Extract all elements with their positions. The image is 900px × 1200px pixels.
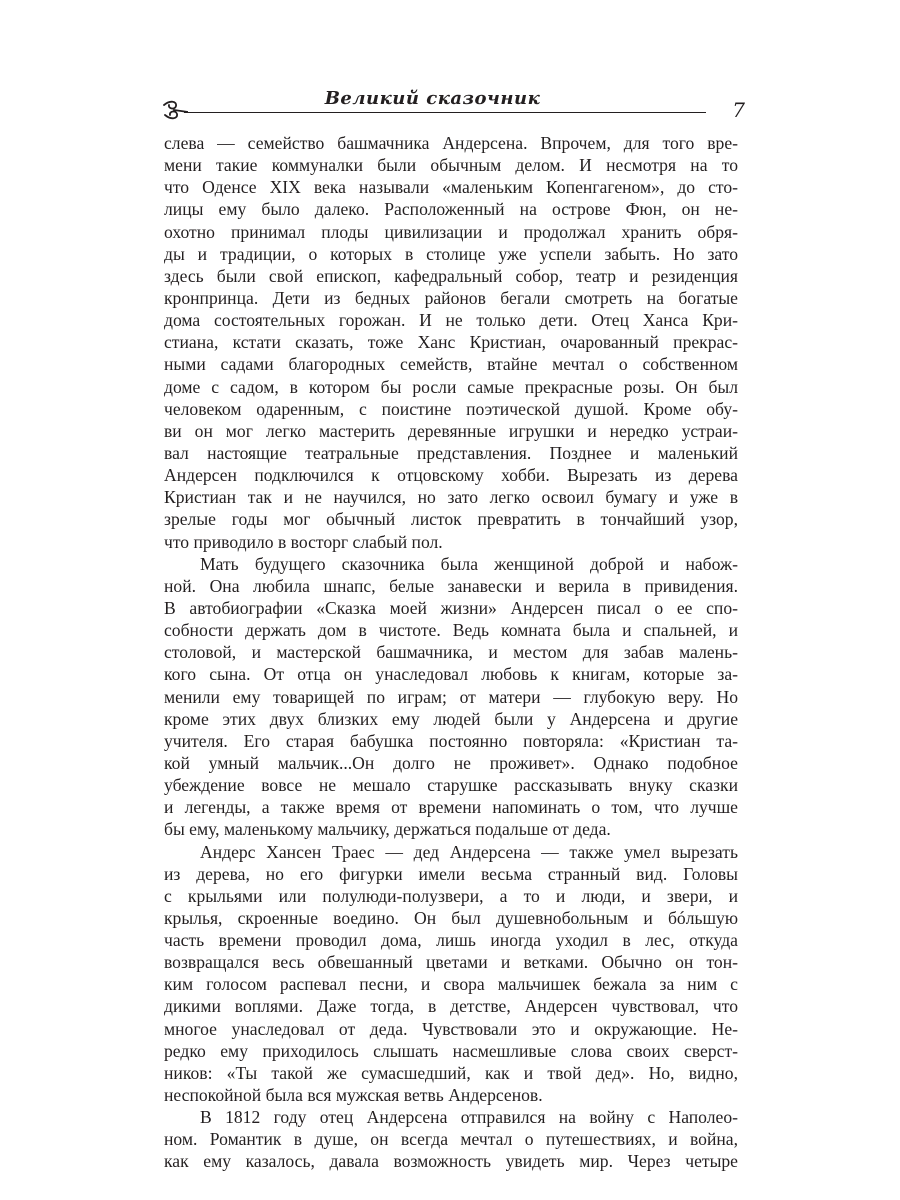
text-line: бы ему, маленькому мальчику, держаться подальше от деда. — [164, 819, 611, 840]
text-line: столовой, и мастерской башмачника, и местом для забав малень- — [164, 642, 738, 663]
text-line: ви он мог легко мастерить деревянные игрушки и нередко устраи- — [164, 420, 738, 441]
text-line: кроме этих двух близких ему людей были у Андерсена и другие — [164, 708, 738, 729]
text-line: стиана, кстати сказать, тоже Ханс Кристиан, очарованный прекрас- — [164, 332, 738, 353]
text-line: ной. Она любила шнапс, белые занавески и верила в привидения. — [164, 575, 738, 596]
text-line: менили ему товарищей по играм; от матери — глубокую веру. Но — [164, 686, 738, 707]
text-line: ды и традиции, о которых в столице уже успели забыть. Но зато — [164, 243, 738, 264]
text-line: дикими воплями. Даже тогда, в детстве, Андерсен чувствовал, что — [164, 996, 738, 1017]
page-number: 7 — [732, 98, 745, 122]
text-line: что Оденсе XIX века называли «маленьким Копенгагеном», до сто- — [164, 177, 738, 198]
text-line: ников: «Ты такой же сумасшедший, как и твой дед». Но, видно, — [164, 1062, 738, 1083]
text-line: редко ему приходилось слышать насмешливые слова своих сверст- — [164, 1040, 738, 1061]
text-line: как ему казалось, давала возможность увидеть мир. Через четыре — [164, 1151, 738, 1172]
header-rule — [184, 112, 706, 113]
text-line: крылья, скроенные воедино. Он был душевнобольным и бóльшую — [164, 907, 738, 928]
header-title: Великий сказочник — [324, 88, 541, 109]
text-line: и легенды, а также время от времени напоминать о том, что лучше — [164, 797, 738, 818]
text-line: с крыльями или полулюди-полузвери, а то и люди, и звери, и — [164, 885, 738, 906]
text-line: доме с садом, в котором бы росли самые прекрасные розы. Он был — [164, 376, 738, 397]
body-text — [164, 132, 738, 1173]
text-line: дома состоятельных горожан. И не только дети. Отец Ханса Кри- — [164, 310, 738, 331]
text-line: кого сына. От отца он унаследовал любовь к книгам, которые за- — [164, 664, 738, 685]
text-line: Андерсен подключился к отцовскому хобби. Вырезать из дерева — [164, 465, 738, 486]
running-header — [160, 86, 745, 126]
text-line: кой умный мальчик...Он долго не проживет». Однако подобное — [164, 752, 738, 773]
text-line: учителя. Его старая бабушка постоянно повторяла: «Кристиан та- — [164, 730, 738, 751]
text-line: слева — семейство башмачника Андерсена. Впрочем, для того вре- — [164, 133, 738, 153]
text-line: Мать будущего сказочника была женщиной доброй и набож- — [200, 553, 738, 574]
text-line: зрелые годы мог обычный листок превратить в тончайший узор, — [164, 509, 738, 530]
text-line: часть времени проводил дома, лишь иногда уходил в лес, откуда — [164, 930, 738, 951]
text-line: собности держать дом в чистоте. Ведь комната была и спальней, и — [164, 620, 738, 641]
text-line: вал настоящие театральные представления. Позднее и маленький — [164, 442, 738, 463]
text-line: ном. Романтик в душе, он всегда мечтал о путешествиях, и война, — [164, 1129, 738, 1150]
text-line: охотно принимал плоды цивилизации и продолжал хранить обря- — [164, 221, 738, 242]
text-line: неспокойной была вся мужская ветвь Андерсенов. — [164, 1085, 543, 1106]
text-line: ким голосом распевал песни, и свора мальчишек бежала за ним с — [164, 974, 738, 995]
text-line: возвращался весь обвешанный цветами и ветками. Обычно он тон- — [164, 952, 738, 973]
text-line: Кристиан так и не научился, но зато легко освоил бумагу и уже в — [164, 487, 738, 508]
text-line: кронпринца. Дети из бедных районов бегали смотреть на богатые — [164, 287, 738, 308]
text-line: Андерс Хансен Траес — дед Андерсена — также умел вырезать — [200, 841, 738, 862]
text-line: лицы ему было далеко. Расположенный на острове Фюн, он не- — [164, 199, 738, 220]
text-line: В 1812 году отец Андерсена отправился на войну с Наполео- — [200, 1107, 738, 1128]
text-line: здесь были свой епископ, кафедральный собор, театр и резиденция — [164, 265, 738, 286]
text-line: что приводило в восторг слабый пол. — [164, 531, 443, 552]
text-line: многое унаследовал от деда. Чувствовали это и окружающие. Не- — [164, 1018, 738, 1039]
text-line: убеждение вовсе не мешало старушке рассказывать внуку сказки — [164, 775, 738, 796]
text-line: ными садами благородных семейств, втайне мечтал о собственном — [164, 354, 738, 375]
text-line: из дерева, но его фигурки имели весьма странный вид. Головы — [164, 863, 738, 884]
text-line: мени такие коммуналки были обычным делом. И несмотря на то — [164, 155, 738, 176]
text-line: человеком одаренным, с поистине поэтической душой. Кроме обу- — [164, 398, 738, 419]
text-line: В автобиографии «Сказка моей жизни» Андерсен писал о ее спо- — [164, 597, 738, 618]
